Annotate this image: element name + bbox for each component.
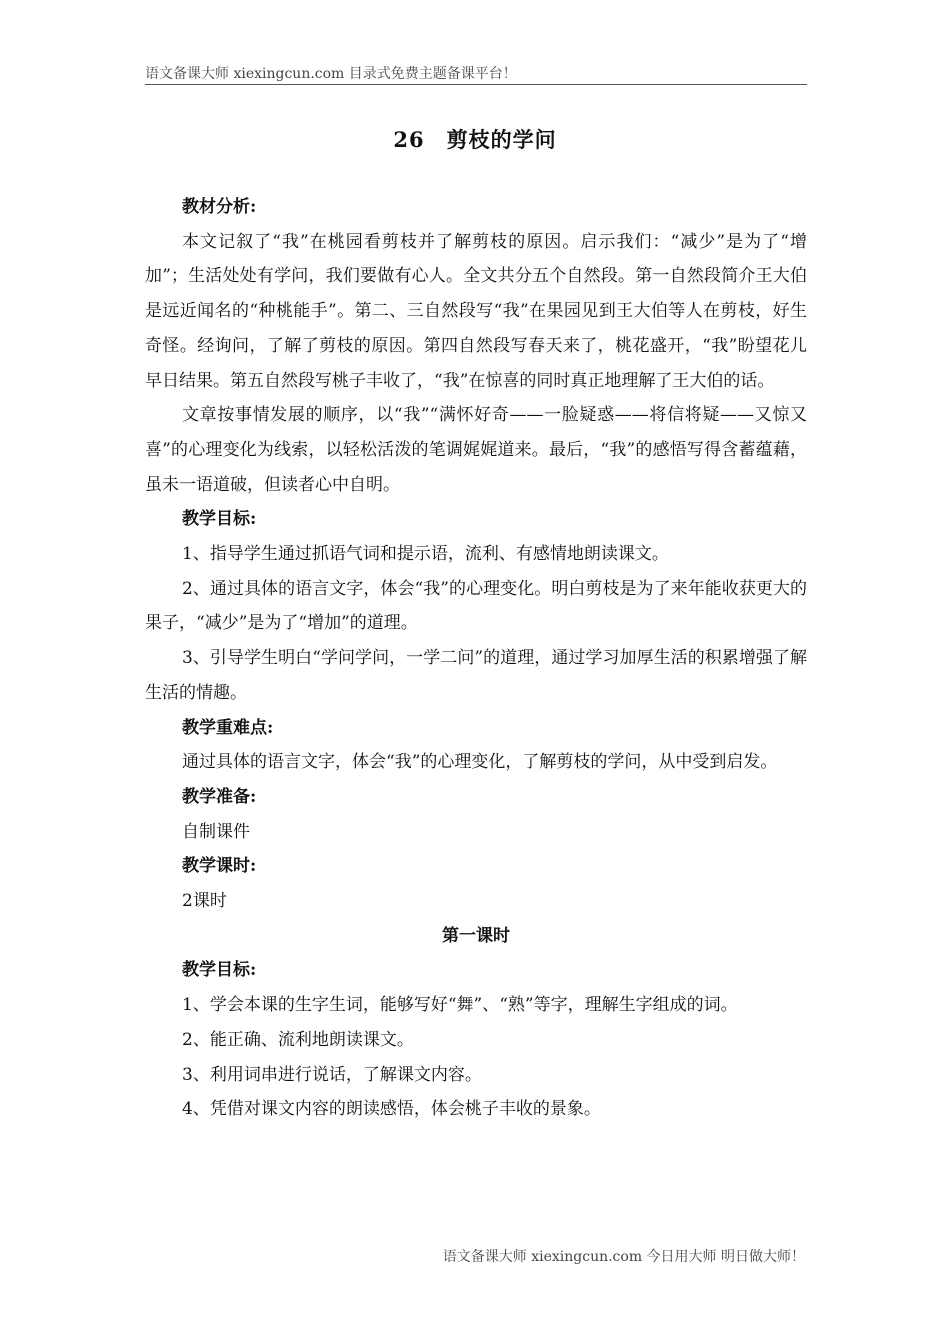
goal-item-1: 1、指导学生通过抓语气词和提示语，流利、有感情地朗读课文。	[182, 544, 669, 565]
analysis-paragraph-2: 文章按事情发展的顺序，以“我”“满怀好奇——一脸疑惑——将信将疑——又惊又喜”的心理变化为线索，以轻松活泼的笔调娓娓道来。最后，“我”的感悟写得含蓄蕴藉，虽未一语道破，但读者心中自明。	[145, 405, 807, 495]
goal-item-3: 3、引导学生明白“学问学问，一学二问”的道理，通过学习加厚生活的积累增强了解生活的情趣。	[145, 648, 807, 703]
analysis-paragraph-1: 本文记叙了“我”在桃园看剪枝并了解剪枝的原因。启示我们：“减少”是为了“增加”；生活处处有学问，我们要做有心人。全文共分五个自然段。第一自然段简介王大伯是远近闻名的“种桃能手”。第二、三自然段写“我”在果园见到王大伯等人在剪枝，好生奇怪。经询问，了解了剪枝的原因。第四自然段写春天来了，桃花盛开，“我”盼望花儿早日结果。第五自然段写桃子丰收了，“我”在惊喜的同时真正地理解了王大伯的话。	[145, 231, 807, 391]
class-hours-heading: 教学课时:	[182, 856, 257, 877]
lesson-one-goal-2: 2、能正确、流利地朗读课文。	[182, 1029, 414, 1050]
goal-item-2: 2、通过具体的语言文字，体会“我”的心理变化。明白剪枝是为了来年能收获更大的果子，“减少”是为了“增加”的道理。	[145, 578, 807, 634]
lesson-one-goal-3: 3、利用词串进行说话，了解课文内容。	[182, 1064, 482, 1085]
preparation-heading: 教学准备:	[182, 786, 257, 807]
document-body	[145, 190, 807, 1127]
difficulty-text: 通过具体的语言文字，体会“我”的心理变化，了解剪枝的学问，从中受到启发。	[182, 752, 778, 773]
document-title: 26 剪枝的学问	[393, 127, 557, 152]
class-hours-text: 2课时	[182, 891, 227, 912]
lesson-one-goals-heading: 教学目标:	[182, 960, 257, 981]
lesson-one-goal-1: 1、学会本课的生字生词，能够写好“舞”、“熟”等字，理解生字组成的词。	[182, 995, 738, 1016]
goals-heading: 教学目标:	[182, 509, 257, 530]
header-divider	[145, 84, 807, 85]
page-footer: 语文备课大师 xiexingcun.com 今日用大师 明日做大师！	[442, 1249, 805, 1265]
page-header: 语文备课大师 xiexingcun.com 目录式免费主题备课平台！	[145, 66, 517, 82]
lesson-one-heading: 第一课时	[442, 925, 510, 946]
analysis-heading: 教材分析:	[182, 197, 257, 217]
difficulty-heading: 教学重难点:	[182, 717, 274, 738]
lesson-one-goal-4: 4、凭借对课文内容的朗读感悟，体会桃子丰收的景象。	[182, 1099, 601, 1120]
preparation-text: 自制课件	[182, 821, 250, 842]
